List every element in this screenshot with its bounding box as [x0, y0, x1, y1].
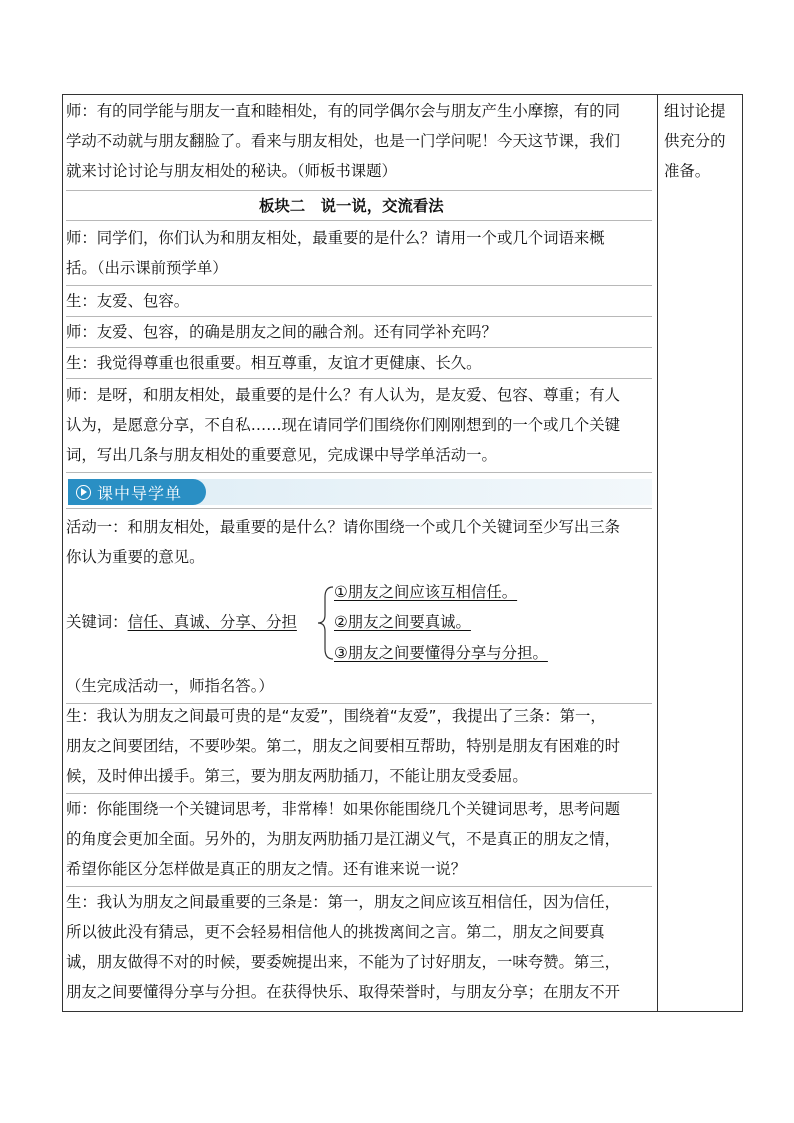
- note-line: 供充分的: [664, 132, 726, 150]
- guide-banner: [68, 479, 652, 505]
- column-divider: [657, 95, 658, 1011]
- text-line: 你认为重要的意见。: [66, 548, 205, 566]
- text-line: 生：我认为朋友之间最重要的三条是：第一，朋友之间应该互相信任，因为信任，: [66, 893, 621, 911]
- row-rule: [66, 220, 652, 221]
- text-line: 生：我认为朋友之间最可贵的是“友爱”，围绕着“友爱”，我提出了三条：第一，: [66, 707, 606, 725]
- lesson-table: [62, 94, 743, 1012]
- banner-label: 课中导学单: [97, 483, 183, 503]
- text-line: 师：你能围绕一个关键词思考，非常棒！如果你能围绕几个关键词思考，思考问题: [66, 800, 621, 818]
- text-line: 诚，朋友做得不对的时候，要委婉提出来，不能为了讨好朋友，一味夸赞。第三，: [66, 953, 621, 971]
- text-line: （生完成活动一，师指名答。）: [66, 677, 274, 695]
- text-line: 活动一：和朋友相处，最重要的是什么？请你围绕一个或几个关键词至少写出三条: [66, 518, 621, 536]
- row-rule: [66, 703, 652, 704]
- answer-item: ②朋友之间要真诚。: [334, 613, 471, 631]
- text-line: 师：友爱、包容，的确是朋友之间的融合剂。还有同学补充吗？: [66, 323, 497, 341]
- text-line: 师：有的同学能与朋友一直和睦相处，有的同学偶尔会与朋友产生小摩擦，有的同: [66, 102, 621, 120]
- text-line: 生：友爱、包容。: [66, 292, 190, 310]
- text-line: 所以彼此没有猜忌，更不会轻易相信他人的挑拨离间之言。第二，朋友之间要真: [66, 923, 605, 941]
- play-circle-icon: [76, 485, 91, 500]
- text-line: 希望你能区分怎样做是真正的朋友之情。还有谁来说一说？: [66, 860, 467, 878]
- text-line: 朋友之间要懂得分享与分担。在获得快乐、取得荣誉时，与朋友分享；在朋友不开: [66, 983, 621, 1001]
- text-line: 师：同学们，你们认为和朋友相处，最重要的是什么？请用一个或几个词语来概: [66, 229, 605, 247]
- text-line: 候，及时伸出援手。第三，要为朋友两肋插刀，不能让朋友受委屈。: [66, 767, 528, 785]
- text-line: 生：我觉得尊重也很重要。相互尊重，友谊才更健康、长久。: [66, 354, 482, 372]
- text-line: 朋友之间要团结，不要吵架。第二，朋友之间要相互帮助，特别是朋友有困难的时: [66, 737, 621, 755]
- text-line: 括。（出示课前预学单）: [66, 259, 228, 277]
- note-line: 准备。: [664, 162, 711, 180]
- row-rule: [66, 508, 652, 509]
- text-line: 的角度会更加全面。另外的，为朋友两肋插刀是江湖义气，不是真正的朋友之情，: [66, 830, 621, 848]
- note-line: 组讨论提: [664, 102, 726, 120]
- text-line: 师：是呀，和朋友相处，最重要的是什么？有人认为，是友爱、包容、尊重；有人: [66, 386, 621, 404]
- row-rule: [66, 316, 652, 317]
- answer-item: ①朋友之间应该互相信任。: [334, 583, 518, 601]
- text-line: 词，写出几条与朋友相处的重要意见，完成课中导学单活动一。: [66, 446, 497, 464]
- row-rule: [66, 378, 652, 379]
- row-rule: [66, 472, 652, 473]
- row-rule: [66, 190, 652, 191]
- keyword-list: 信任、真诚、分享、分担: [127, 613, 297, 631]
- row-rule: [66, 347, 652, 348]
- row-rule: [66, 886, 652, 887]
- answer-item: ③朋友之间要懂得分享与分担。: [334, 644, 548, 662]
- row-rule: [66, 793, 652, 794]
- keyword-label: 关键词：: [66, 613, 128, 631]
- text-line: 就来讨论讨论与朋友相处的秘诀。（师板书课题）: [66, 162, 397, 180]
- row-rule: [66, 285, 652, 286]
- text-line: 学动不动就与朋友翻脸了。看来与朋友相处，也是一门学问呢！今天这节课，我们: [66, 132, 621, 150]
- text-line: 认为，是愿意分享，不自私……现在请同学们围绕你们刚刚想到的一个或几个关键: [66, 416, 621, 434]
- banner-tab: [68, 479, 206, 505]
- section-heading: 板块二 说一说，交流看法: [259, 197, 444, 215]
- keyword-row: [66, 612, 297, 632]
- brace-icon: [317, 585, 335, 661]
